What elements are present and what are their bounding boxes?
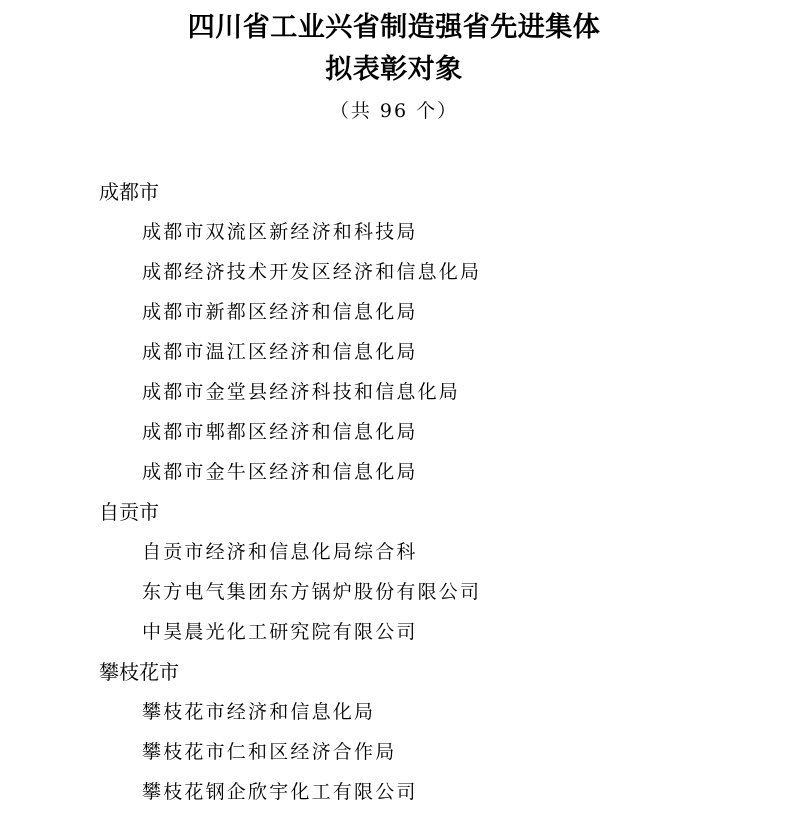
city-heading-zigong: 自贡市	[99, 500, 159, 524]
list-item: 成都经济技术开发区经济和信息化局	[142, 261, 482, 283]
total-count: （共 96 个）	[329, 100, 459, 122]
list-item: 攀枝花市仁和区经济合作局	[142, 741, 397, 763]
city-heading-panzhihua: 攀枝花市	[99, 660, 179, 684]
list-item: 成都市温江区经济和信息化局	[142, 341, 418, 363]
city-heading-chengdu: 成都市	[99, 180, 159, 204]
list-item: 攀枝花市经济和信息化局	[142, 701, 376, 723]
list-item: 成都市新都区经济和信息化局	[142, 301, 418, 323]
list-item: 自贡市经济和信息化局综合科	[142, 541, 418, 563]
list-item: 中昊晨光化工研究院有限公司	[142, 621, 418, 643]
page-subtitle: 拟表彰对象	[325, 54, 463, 85]
list-item: 成都市双流区新经济和科技局	[142, 221, 418, 243]
honoree-list	[0, 172, 788, 812]
list-item: 东方电气集团东方锅炉股份有限公司	[142, 581, 482, 603]
list-item: 成都市郫都区经济和信息化局	[142, 421, 418, 443]
list-item: 攀枝花钢企欣宇化工有限公司	[142, 781, 418, 803]
page-title: 四川省工业兴省制造强省先进集体	[187, 12, 601, 43]
list-item: 成都市金堂县经济科技和信息化局	[142, 381, 461, 403]
list-item: 成都市金牛区经济和信息化局	[142, 461, 418, 483]
